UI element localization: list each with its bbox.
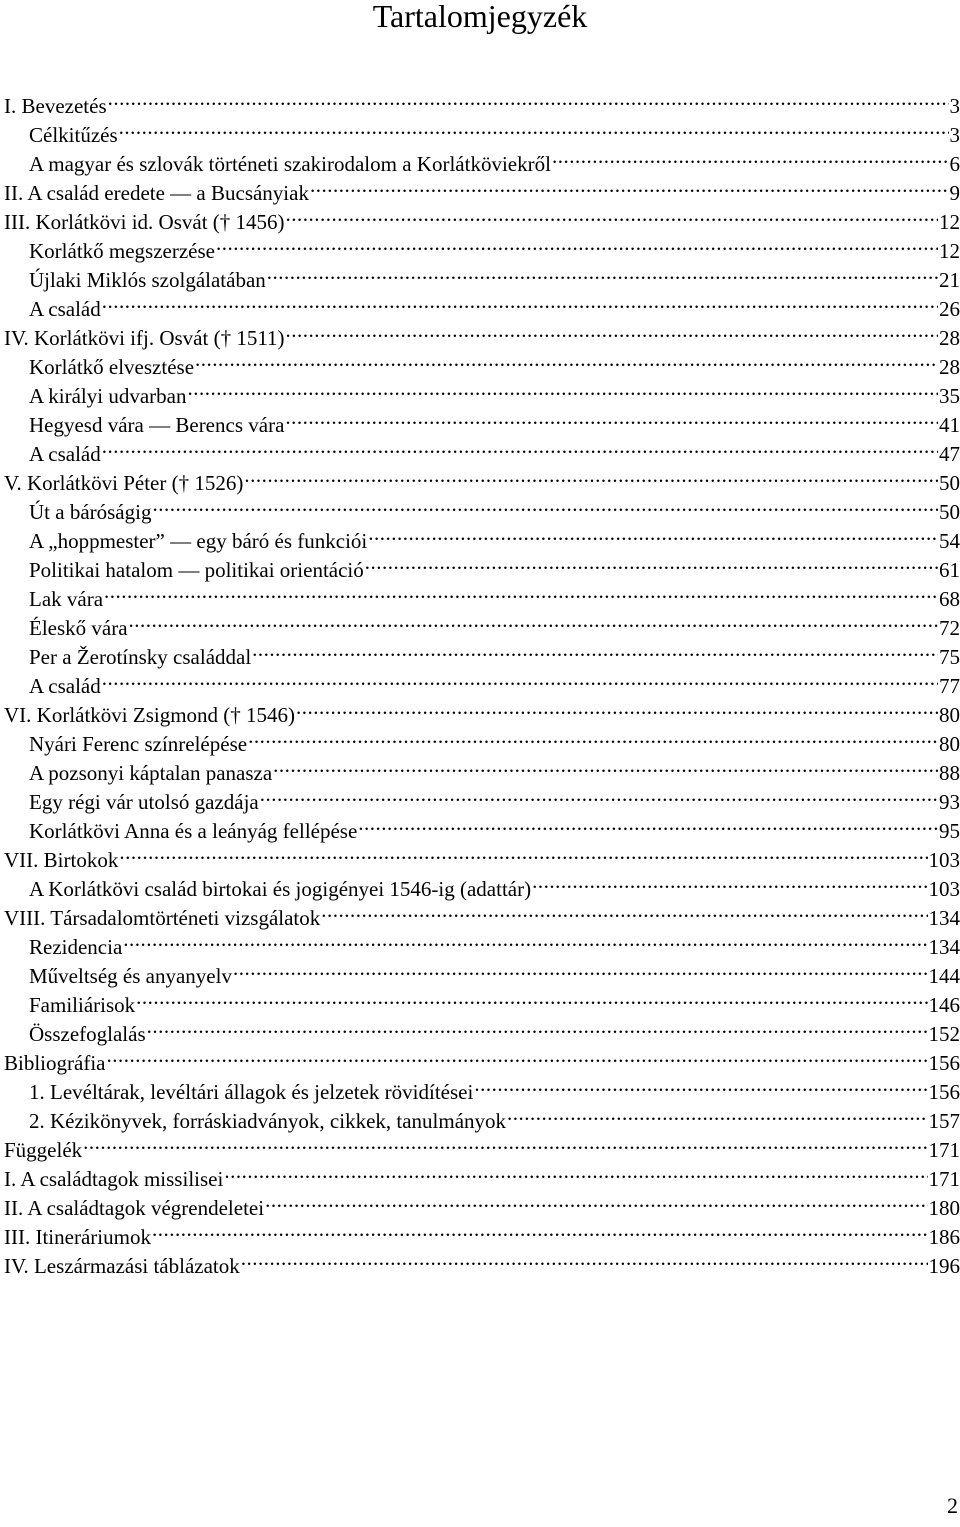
toc-entry-label: I. Bevezetés <box>4 94 107 118</box>
toc-entry-page: 50 <box>939 500 960 524</box>
toc-dot-leader <box>224 1157 927 1186</box>
toc-entry-page: 157 <box>928 1109 960 1133</box>
toc-dot-leader <box>248 722 938 751</box>
toc-dot-leader <box>296 693 938 722</box>
toc-entry-page: 68 <box>939 587 960 611</box>
toc-entry[interactable] <box>4 606 960 640</box>
toc-dot-leader <box>265 1186 927 1215</box>
toc-entry-label: II. A család eredete — a Bucsányiak <box>4 181 309 205</box>
toc-entry[interactable] <box>4 1070 960 1104</box>
toc-entry-page: 180 <box>928 1196 960 1220</box>
toc-entry-page: 152 <box>928 1022 960 1046</box>
toc-entry[interactable] <box>4 954 960 988</box>
toc-entry-label: Per a Žerotínsky családdal <box>29 645 252 669</box>
toc-entry-page: 80 <box>939 732 960 756</box>
toc-entry-label: Korlátkő megszerzése <box>29 239 215 263</box>
toc-dot-leader <box>358 809 938 838</box>
toc-entry-page: 196 <box>928 1254 960 1278</box>
toc-entry[interactable] <box>4 113 960 147</box>
toc-dot-leader <box>102 664 938 693</box>
toc-entry-page: 12 <box>939 210 960 234</box>
toc-entry[interactable] <box>4 84 960 118</box>
toc-entry[interactable] <box>4 925 960 959</box>
toc-dot-leader <box>102 287 938 316</box>
toc-entry-label: Újlaki Miklós szolgálatában <box>29 268 266 292</box>
toc-dot-leader <box>532 867 927 896</box>
toc-entry[interactable] <box>4 432 960 466</box>
toc-entry-page: 95 <box>939 819 960 843</box>
toc-entry[interactable] <box>4 1128 960 1162</box>
toc-entry-page: 35 <box>939 384 960 408</box>
toc-entry-label: A magyar és szlovák történeti szakirodalom a Korlátkövіekről <box>29 152 551 176</box>
toc-entry-label: I. A családtagok missilisei <box>4 1167 224 1191</box>
toc-entry[interactable] <box>4 142 960 176</box>
toc-dot-leader <box>123 925 927 954</box>
toc-entry[interactable] <box>4 838 960 872</box>
toc-entry-label: VI. Korlátkövi Zsigmond († 1546) <box>4 703 296 727</box>
toc-entry-label: IV. Korlátkövi ifj. Osvát († 1511) <box>4 326 285 350</box>
toc-dot-leader <box>286 200 938 229</box>
toc-entry-label: Korlátkő elvesztése <box>29 355 195 379</box>
toc-dot-leader <box>368 519 938 548</box>
toc-entry-page: 41 <box>939 413 960 437</box>
toc-entry-label: Függelék <box>4 1138 83 1162</box>
toc-entry-page: 186 <box>928 1225 960 1249</box>
toc-entry-label: Éleskő vára <box>29 616 128 640</box>
toc-entry-page: 156 <box>928 1051 960 1075</box>
toc-entry-label: Familiárisok <box>29 993 136 1017</box>
toc-entry-page: 75 <box>939 645 960 669</box>
toc-dot-leader <box>552 142 949 171</box>
toc-dot-leader <box>260 780 938 809</box>
toc-entry[interactable] <box>4 1041 960 1075</box>
toc-entry-page: 88 <box>939 761 960 785</box>
toc-entry[interactable] <box>4 1157 960 1191</box>
toc-entry-page: 93 <box>939 790 960 814</box>
toc-entry-page: 80 <box>939 703 960 727</box>
toc-entry-label: II. A családtagok végrendeletei <box>4 1196 265 1220</box>
toc-entry-page: 28 <box>939 355 960 379</box>
toc-entry-page: 103 <box>928 877 960 901</box>
toc-entry[interactable] <box>4 287 960 321</box>
toc-entry-label: V. Korlátkövi Péter († 1526) <box>4 471 244 495</box>
toc-dot-leader <box>507 1099 927 1128</box>
toc-entry-label: VII. Birtokok <box>4 848 119 872</box>
toc-dot-leader <box>129 606 938 635</box>
toc-entry[interactable] <box>4 635 960 669</box>
toc-entry-page: 47 <box>939 442 960 466</box>
toc-entry-page: 9 <box>949 181 960 205</box>
toc-entry-label: Egy régi vár utolsó gazdája <box>29 790 259 814</box>
toc-dot-leader <box>152 490 938 519</box>
toc-dot-leader <box>365 548 938 577</box>
toc-entry-label: Nyári Ferenc színrelépése <box>29 732 248 756</box>
toc-entry[interactable] <box>4 867 960 901</box>
toc-entry-label: Bibliográfia <box>4 1051 106 1075</box>
toc-entry-label: Politikai hatalom — politikai orientáció <box>29 558 364 582</box>
toc-dot-leader <box>108 84 949 113</box>
toc-entry-page: 61 <box>939 558 960 582</box>
page-number: 2 <box>947 1493 958 1518</box>
toc-entry-page: 54 <box>939 529 960 553</box>
toc-dot-leader <box>285 403 938 432</box>
toc-entry-page: 3 <box>949 94 960 118</box>
toc-dot-leader <box>119 838 927 867</box>
toc-entry-page: 28 <box>939 326 960 350</box>
toc-entry-label: Célkitűzés <box>29 123 118 147</box>
toc-entry-label: Lak vára <box>29 587 104 611</box>
toc-entry-label: A család <box>29 442 101 466</box>
toc-entry-page: 12 <box>939 239 960 263</box>
toc-entry-label: III. Korlátkövi id. Osvát († 1456) <box>4 210 285 234</box>
toc-entry-page: 156 <box>928 1080 960 1104</box>
toc-dot-leader <box>136 983 927 1012</box>
toc-entry[interactable] <box>4 693 960 727</box>
toc-entry-label: Rezidencia <box>29 935 123 959</box>
toc-entry-page: 144 <box>928 964 960 988</box>
toc-entry-page: 134 <box>928 935 960 959</box>
toc-dot-leader <box>147 1012 928 1041</box>
toc-dot-leader <box>152 1215 928 1244</box>
toc-entry[interactable] <box>4 461 960 495</box>
toc-entry-page: 134 <box>928 906 960 930</box>
toc-entry[interactable] <box>4 1012 960 1046</box>
toc-dot-leader <box>195 345 938 374</box>
toc-entry-label: A „hoppmester” — egy báró és funkciói <box>29 529 368 553</box>
toc-dot-leader <box>474 1070 927 1099</box>
toc-dot-leader <box>252 635 938 664</box>
toc-entry-label: A család <box>29 674 101 698</box>
toc-dot-leader <box>106 1041 927 1070</box>
toc-entry-label: 1. Levéltárak, levéltári állagok és jelzetek rövidítései <box>29 1080 474 1104</box>
table-of-contents <box>4 84 960 1278</box>
toc-dot-leader <box>83 1128 927 1157</box>
toc-entry[interactable] <box>4 664 960 698</box>
toc-entry-label: VIII. Társadalomtörténeti vizsgálatok <box>4 906 321 930</box>
toc-dot-leader <box>244 461 938 490</box>
toc-entry-label: A Korlátkövi család birtokai és jogigényei 1546-ig (adattár) <box>29 877 532 901</box>
toc-entry-page: 50 <box>939 471 960 495</box>
page-title: Tartalomjegyzék <box>372 0 588 34</box>
toc-dot-leader <box>286 316 938 345</box>
toc-dot-leader <box>321 896 927 925</box>
toc-dot-leader <box>216 229 938 258</box>
toc-entry-page: 3 <box>949 123 960 147</box>
toc-entry-label: Út a báróságig <box>29 500 152 524</box>
toc-entry-label: IV. Leszármazási táblázatok <box>4 1254 240 1278</box>
toc-dot-leader <box>310 171 949 200</box>
toc-entry-label: III. Itineráriumok <box>4 1225 151 1249</box>
toc-entry-label: Összefoglalás <box>29 1022 146 1046</box>
toc-entry-page: 77 <box>939 674 960 698</box>
toc-entry-page: 6 <box>949 152 960 176</box>
toc-dot-leader <box>102 432 938 461</box>
toc-entry-page: 21 <box>939 268 960 292</box>
toc-entry-label: Műveltség és anyanyelv <box>29 964 232 988</box>
toc-entry[interactable] <box>4 983 960 1017</box>
toc-entry-page: 146 <box>928 993 960 1017</box>
toc-dot-leader <box>104 577 938 606</box>
toc-dot-leader <box>267 258 938 287</box>
toc-entry-page: 171 <box>928 1138 960 1162</box>
toc-dot-leader <box>187 374 938 403</box>
toc-dot-leader <box>233 954 928 983</box>
toc-entry[interactable] <box>4 316 960 350</box>
toc-entry-page: 72 <box>939 616 960 640</box>
toc-dot-leader <box>241 1244 928 1273</box>
toc-entry-page: 26 <box>939 297 960 321</box>
toc-entry-label: Hegyesd vára — Berencs vára <box>29 413 285 437</box>
toc-entry-label: A pozsonyi káptalan panasza <box>29 761 273 785</box>
toc-entry-label: A család <box>29 297 101 321</box>
toc-entry-label: 2. Kézikönyvek, forráskiadványok, cikkek, tanulmányok <box>29 1109 507 1133</box>
toc-entry-label: Korlátkövi Anna és a leányág fellépése <box>29 819 358 843</box>
toc-dot-leader <box>119 113 949 142</box>
toc-entry[interactable] <box>4 577 960 611</box>
toc-entry-page: 103 <box>928 848 960 872</box>
toc-entry-page: 171 <box>928 1167 960 1191</box>
toc-dot-leader <box>273 751 938 780</box>
toc-entry-label: A királyi udvarban <box>29 384 187 408</box>
